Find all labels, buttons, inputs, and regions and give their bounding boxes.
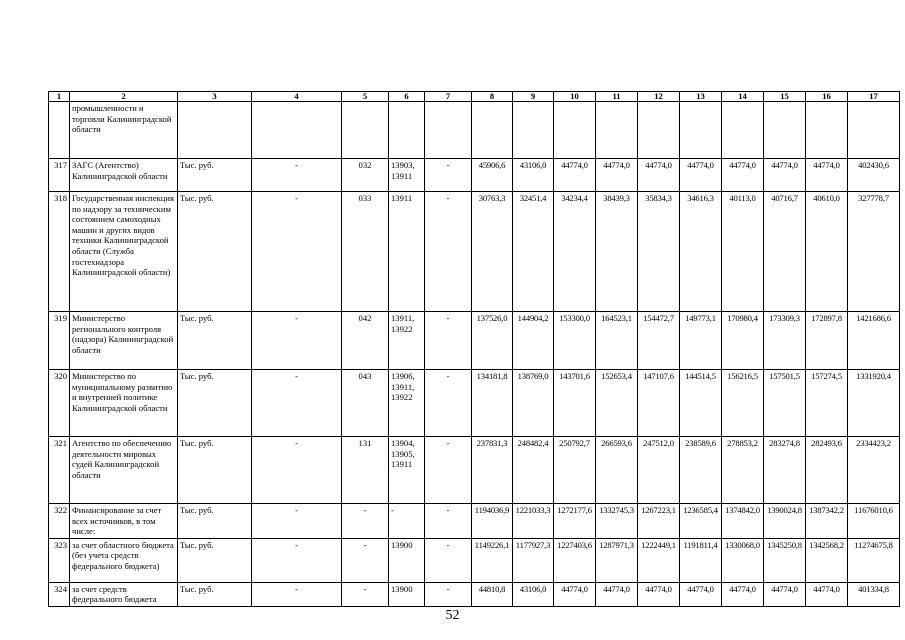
column-header: 15 — [764, 92, 806, 102]
column-header: 17 — [848, 92, 900, 102]
value-cell: 44774,0 — [764, 582, 806, 606]
value-cell — [554, 102, 596, 159]
value-cell: 172897,8 — [806, 312, 848, 370]
code-cell: 032 — [342, 159, 389, 192]
column-header: 5 — [342, 92, 389, 102]
table-row — [49, 312, 900, 370]
unit-cell — [178, 102, 252, 159]
value-cell: 278853,2 — [722, 437, 764, 504]
value-cell: 40610,0 — [806, 192, 848, 312]
value-cell: 1267223,1 — [638, 504, 680, 539]
value-cell: 149773,1 — [680, 312, 722, 370]
value-cell: 45906,6 — [472, 159, 513, 192]
code-cell: 033 — [342, 192, 389, 312]
column-header: 2 — [70, 92, 178, 102]
indicator-name-cell: Министерство по муниципальному развитию и внутренней политике Калининградской области — [70, 370, 178, 437]
code-list-cell: 13906, 13911, 13922 — [389, 370, 425, 437]
indicator-name-cell: Финансирование за счет всех источников, в том числе: — [70, 504, 178, 539]
value-cell: 40716,7 — [764, 192, 806, 312]
table-row — [49, 582, 900, 606]
value-cell: 152653,4 — [596, 370, 638, 437]
value-cell: 402430,6 — [848, 159, 900, 192]
value-cell: 32451,4 — [513, 192, 554, 312]
column-7-cell: - — [425, 504, 472, 539]
table-row — [49, 192, 900, 312]
column-7-cell: - — [425, 192, 472, 312]
value-cell: 1236585,4 — [680, 504, 722, 539]
code-list-cell: 13911, 13922 — [389, 312, 425, 370]
table-row — [49, 437, 900, 504]
column-header: 7 — [425, 92, 472, 102]
indicator-name-cell: промышленности и торговли Калининградской области — [70, 102, 178, 159]
column-header: 10 — [554, 92, 596, 102]
code-list-cell: - — [389, 504, 425, 539]
column-7-cell: - — [425, 159, 472, 192]
value-cell — [848, 102, 900, 159]
value-cell: 237831,3 — [472, 437, 513, 504]
header-row — [49, 92, 900, 102]
code-cell: - — [342, 538, 389, 582]
indicator-name-cell: ЗАГС (Агентство) Калининградской области — [70, 159, 178, 192]
value-cell: 44810,8 — [472, 582, 513, 606]
row-number-cell: 320 — [49, 370, 70, 437]
column-4-cell: - — [252, 504, 342, 539]
value-cell: 40113,0 — [722, 192, 764, 312]
unit-cell: Тыс. руб. — [178, 582, 252, 606]
value-cell: 1227403,6 — [554, 538, 596, 582]
value-cell: 44774,0 — [722, 159, 764, 192]
budget-table — [48, 91, 900, 607]
value-cell: 34616,3 — [680, 192, 722, 312]
column-header: 6 — [389, 92, 425, 102]
value-cell: 173309,3 — [764, 312, 806, 370]
indicator-name-cell: за счет областного бюджета (без учета средств федерального бюджета) — [70, 538, 178, 582]
code-cell: - — [342, 582, 389, 606]
value-cell: 11676010,6 — [848, 504, 900, 539]
code-cell — [342, 102, 389, 159]
row-number-cell: 322 — [49, 504, 70, 539]
column-header: 13 — [680, 92, 722, 102]
value-cell: 327778,7 — [848, 192, 900, 312]
row-number-cell: 319 — [49, 312, 70, 370]
column-header: 3 — [178, 92, 252, 102]
value-cell: 44774,0 — [554, 159, 596, 192]
value-cell: 143701,6 — [554, 370, 596, 437]
column-4-cell: - — [252, 159, 342, 192]
value-cell: 43106,0 — [513, 582, 554, 606]
value-cell — [513, 102, 554, 159]
value-cell: 1421686,6 — [848, 312, 900, 370]
row-number-cell — [49, 102, 70, 159]
code-list-cell: 13900 — [389, 582, 425, 606]
value-cell: 11274675,8 — [848, 538, 900, 582]
value-cell: 238589,6 — [680, 437, 722, 504]
value-cell: 1287971,3 — [596, 538, 638, 582]
value-cell: 266593,6 — [596, 437, 638, 504]
indicator-name-cell: Государственная инспекция по надзору за техническим состоянием самоходных машин и других видов техники Калининградской области (Служба гостехнадзора Калининградской области) — [70, 192, 178, 312]
indicator-name-cell: Агентство по обеспечению деятельности мировых судей Калининградской области — [70, 437, 178, 504]
value-cell: 1177927,3 — [513, 538, 554, 582]
column-header: 9 — [513, 92, 554, 102]
code-list-cell: 13904, 13905, 13911 — [389, 437, 425, 504]
table-row — [49, 159, 900, 192]
value-cell — [680, 102, 722, 159]
code-cell: 043 — [342, 370, 389, 437]
row-number-cell: 317 — [49, 159, 70, 192]
row-number-cell: 323 — [49, 538, 70, 582]
value-cell: 248482,4 — [513, 437, 554, 504]
column-4-cell: - — [252, 582, 342, 606]
value-cell: 1191811,4 — [680, 538, 722, 582]
value-cell — [764, 102, 806, 159]
column-header: 8 — [472, 92, 513, 102]
value-cell: 1332745,3 — [596, 504, 638, 539]
value-cell: 1330068,0 — [722, 538, 764, 582]
value-cell: 247512,0 — [638, 437, 680, 504]
value-cell: 1194036,9 — [472, 504, 513, 539]
value-cell: 38439,3 — [596, 192, 638, 312]
column-4-cell: - — [252, 538, 342, 582]
value-cell: 401334,8 — [848, 582, 900, 606]
value-cell: 1387342,2 — [806, 504, 848, 539]
column-4-cell: - — [252, 312, 342, 370]
column-4-cell: - — [252, 370, 342, 437]
indicator-name-cell: Министерство регионального контроля (надзора) Калининградской области — [70, 312, 178, 370]
value-cell: 1331920,4 — [848, 370, 900, 437]
column-7-cell — [425, 102, 472, 159]
value-cell: 30763,3 — [472, 192, 513, 312]
column-header: 16 — [806, 92, 848, 102]
unit-cell: Тыс. руб. — [178, 312, 252, 370]
column-4-cell: - — [252, 192, 342, 312]
unit-cell: Тыс. руб. — [178, 370, 252, 437]
unit-cell: Тыс. руб. — [178, 504, 252, 539]
value-cell: 44774,0 — [764, 159, 806, 192]
value-cell: 153300,0 — [554, 312, 596, 370]
value-cell: 1342568,2 — [806, 538, 848, 582]
code-list-cell: 13900 — [389, 538, 425, 582]
value-cell: 170980,4 — [722, 312, 764, 370]
table-row — [49, 370, 900, 437]
value-cell: 35834,3 — [638, 192, 680, 312]
code-cell: - — [342, 504, 389, 539]
unit-cell: Тыс. руб. — [178, 159, 252, 192]
value-cell: 44774,0 — [638, 159, 680, 192]
value-cell: 44774,0 — [806, 159, 848, 192]
page-number: 52 — [445, 608, 460, 623]
code-cell: 042 — [342, 312, 389, 370]
value-cell — [638, 102, 680, 159]
column-7-cell: - — [425, 370, 472, 437]
column-7-cell: - — [425, 312, 472, 370]
value-cell: 144514,5 — [680, 370, 722, 437]
value-cell: 156216,5 — [722, 370, 764, 437]
unit-cell: Тыс. руб. — [178, 192, 252, 312]
value-cell: 44774,0 — [680, 582, 722, 606]
column-4-cell — [252, 102, 342, 159]
code-list-cell — [389, 102, 425, 159]
value-cell: 44774,0 — [680, 159, 722, 192]
value-cell: 134181,8 — [472, 370, 513, 437]
column-header: 14 — [722, 92, 764, 102]
value-cell: 2334423,2 — [848, 437, 900, 504]
value-cell: 1272177,6 — [554, 504, 596, 539]
value-cell — [722, 102, 764, 159]
row-number-cell: 318 — [49, 192, 70, 312]
value-cell: 157501,5 — [764, 370, 806, 437]
value-cell: 44774,0 — [806, 582, 848, 606]
indicator-name-cell: за счет средств федерального бюджета — [70, 582, 178, 606]
row-number-cell: 321 — [49, 437, 70, 504]
value-cell: 1222449,1 — [638, 538, 680, 582]
code-list-cell: 13903, 13911 — [389, 159, 425, 192]
row-number-cell: 324 — [49, 582, 70, 606]
value-cell: 44774,0 — [554, 582, 596, 606]
unit-cell: Тыс. руб. — [178, 538, 252, 582]
code-cell: 131 — [342, 437, 389, 504]
value-cell: 1221033,3 — [513, 504, 554, 539]
table-body — [49, 102, 900, 607]
column-7-cell: - — [425, 582, 472, 606]
value-cell: 1345250,8 — [764, 538, 806, 582]
value-cell: 144904,2 — [513, 312, 554, 370]
value-cell: 44774,0 — [722, 582, 764, 606]
value-cell: 157274,5 — [806, 370, 848, 437]
value-cell: 1390024,8 — [764, 504, 806, 539]
value-cell: 138769,0 — [513, 370, 554, 437]
value-cell: 44774,0 — [638, 582, 680, 606]
value-cell — [596, 102, 638, 159]
column-header: 11 — [596, 92, 638, 102]
value-cell: 1149226,1 — [472, 538, 513, 582]
table-row — [49, 504, 900, 539]
value-cell: 154472,7 — [638, 312, 680, 370]
value-cell: 44774,0 — [596, 582, 638, 606]
value-cell: 44774,0 — [596, 159, 638, 192]
column-4-cell: - — [252, 437, 342, 504]
value-cell: 147107,6 — [638, 370, 680, 437]
column-header: 12 — [638, 92, 680, 102]
value-cell: 282493,6 — [806, 437, 848, 504]
unit-cell: Тыс. руб. — [178, 437, 252, 504]
value-cell: 250792,7 — [554, 437, 596, 504]
column-header: 4 — [252, 92, 342, 102]
value-cell: 1374842,0 — [722, 504, 764, 539]
value-cell: 283274,8 — [764, 437, 806, 504]
value-cell: 43106,0 — [513, 159, 554, 192]
column-7-cell: - — [425, 437, 472, 504]
column-7-cell: - — [425, 538, 472, 582]
table-row — [49, 538, 900, 582]
value-cell — [806, 102, 848, 159]
value-cell — [472, 102, 513, 159]
value-cell: 164523,1 — [596, 312, 638, 370]
value-cell: 137526,0 — [472, 312, 513, 370]
column-header: 1 — [49, 92, 70, 102]
table-row — [49, 102, 900, 159]
value-cell: 34234,4 — [554, 192, 596, 312]
code-list-cell: 13911 — [389, 192, 425, 312]
